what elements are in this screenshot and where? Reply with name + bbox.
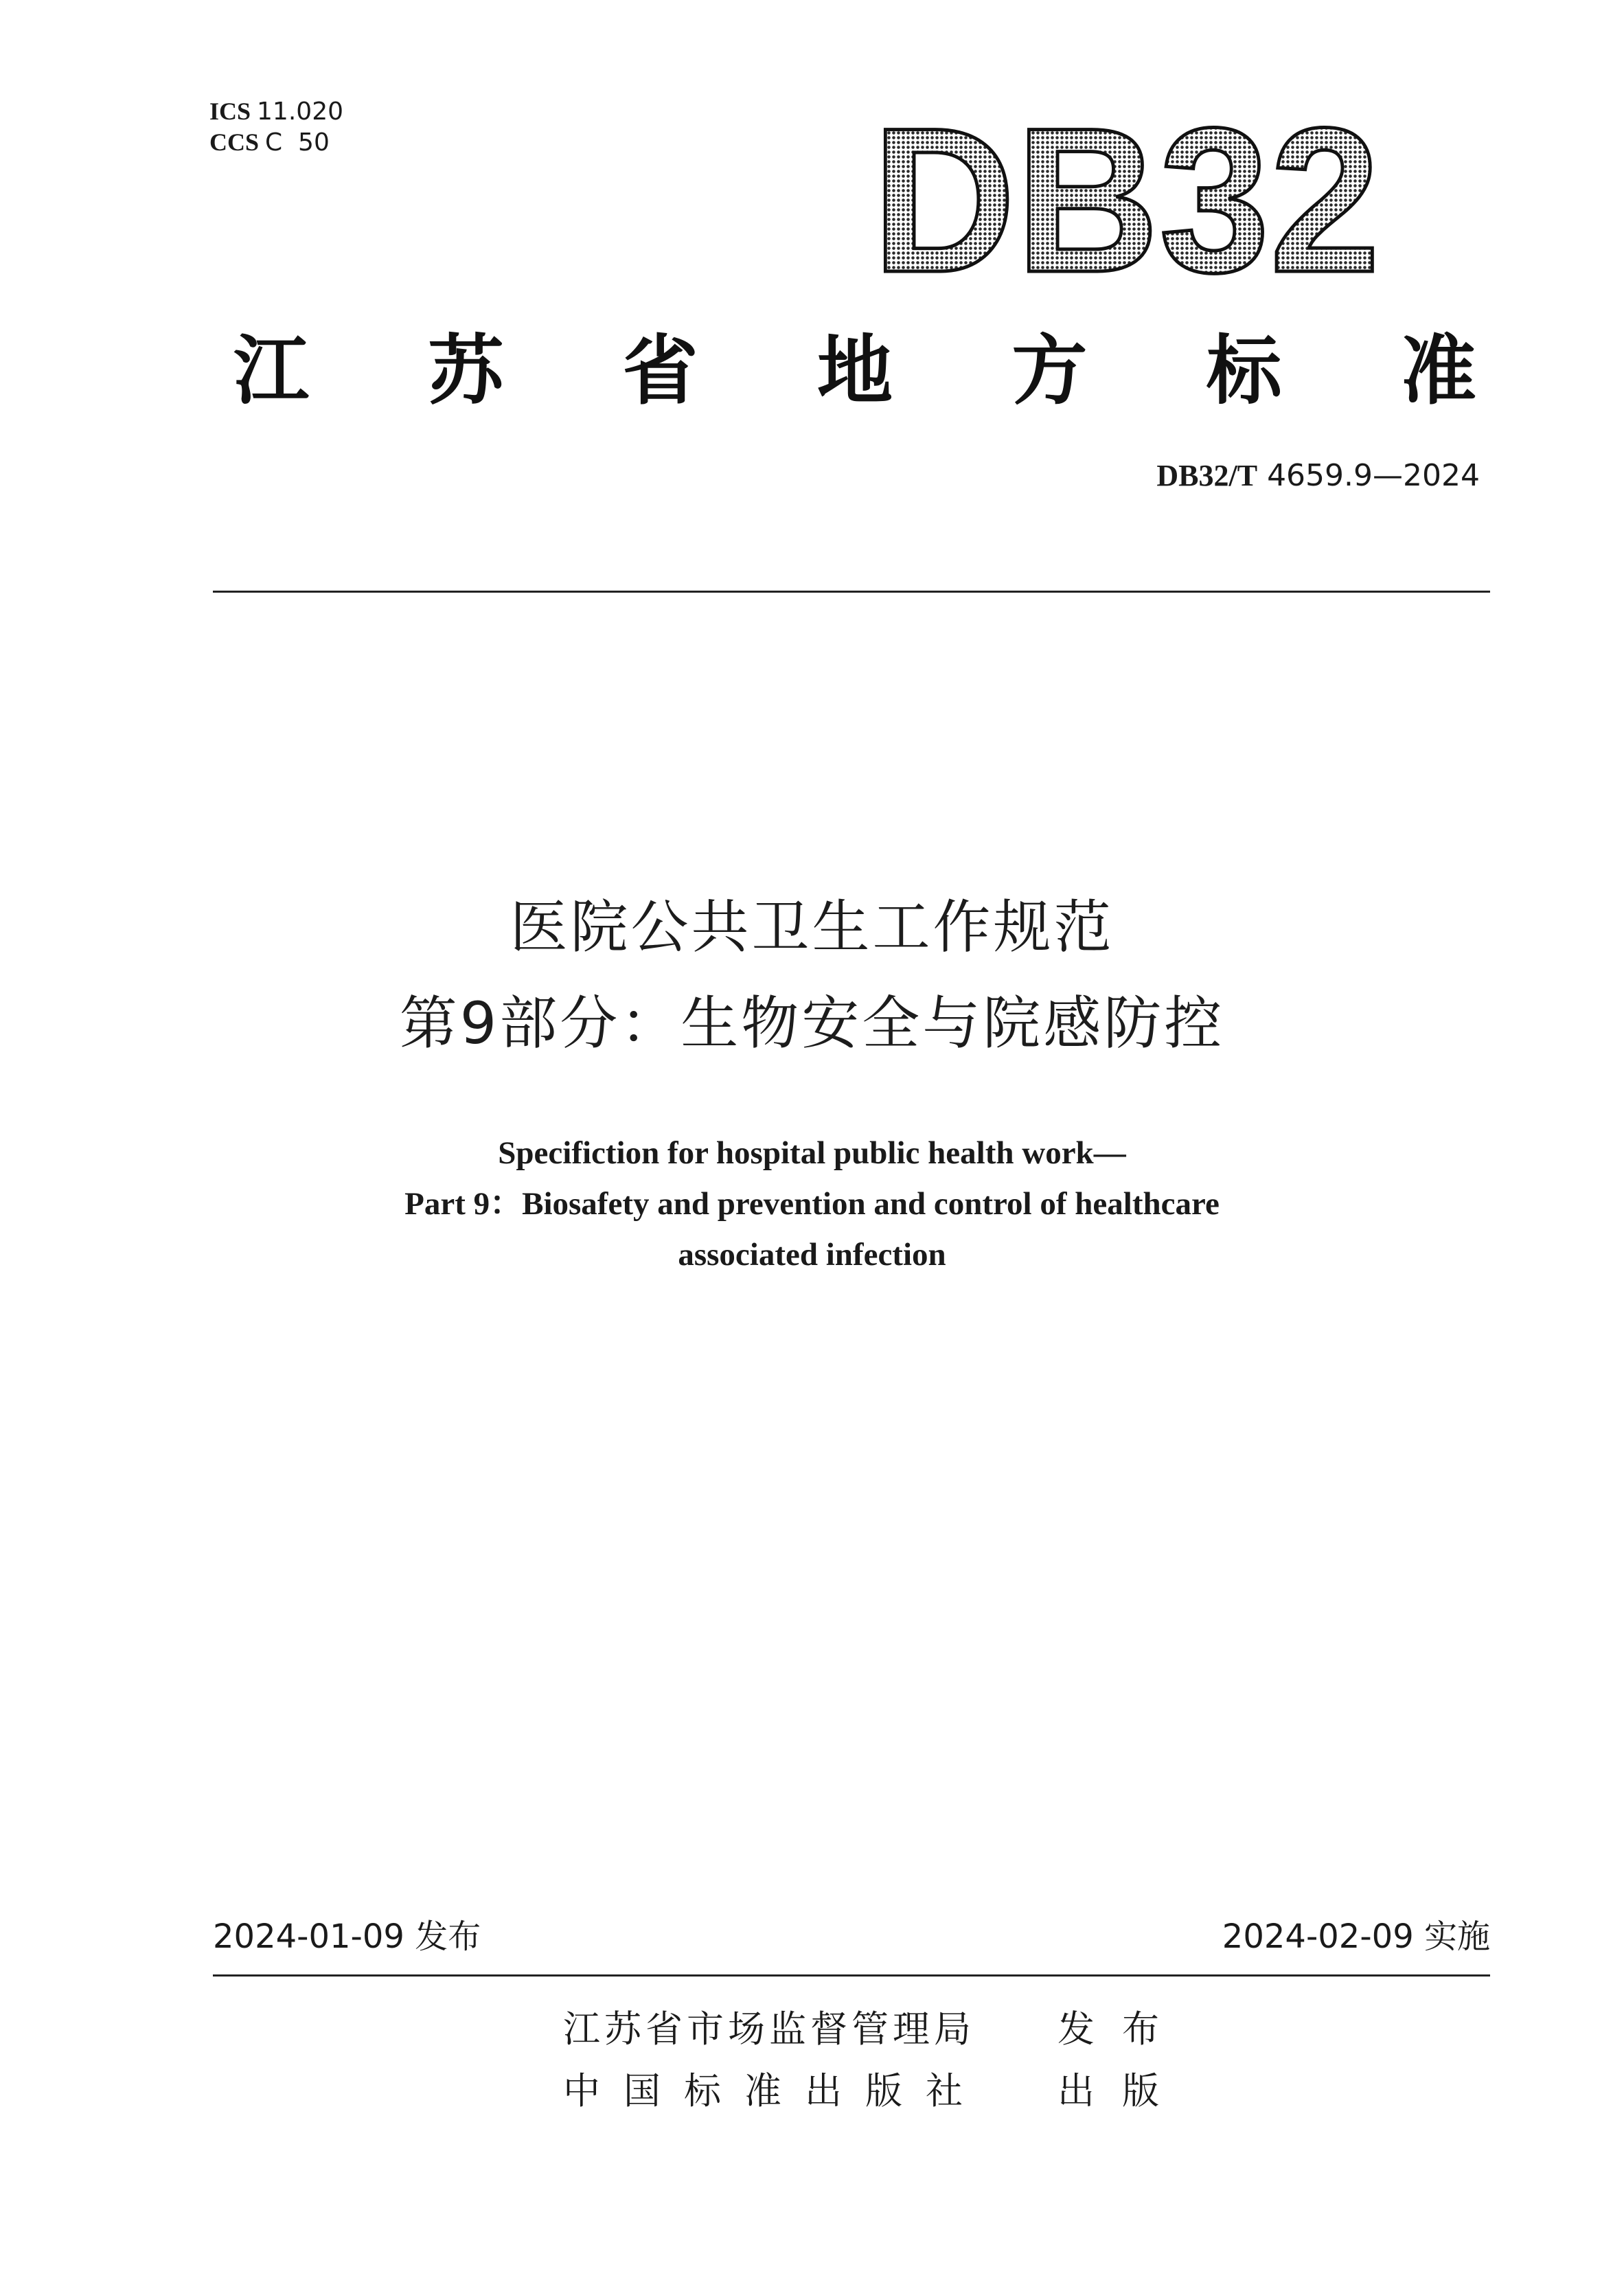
classification-codes — [209, 96, 343, 158]
title-char: 地 — [816, 327, 893, 415]
implement-date: 2024-02-09 实施 — [1222, 1917, 1490, 1956]
standard-number-prefix: DB32/T — [1156, 459, 1258, 492]
title-char: 省 — [622, 327, 698, 415]
ics-code — [209, 96, 343, 127]
publisher-org: 中国标准出版社 — [563, 2069, 986, 2112]
issuer-org: 江苏省市场监督管理局 — [563, 2007, 975, 2051]
bottom-divider — [213, 1974, 1490, 1977]
issuer-action: 发布 — [1057, 2007, 1187, 2051]
title-char: 方 — [1011, 327, 1088, 415]
ics-value: 11.020 — [257, 98, 343, 126]
title-cn-line1: 医院公共卫生工作规范 — [510, 893, 1114, 961]
ccs-code — [209, 127, 343, 158]
standard-number — [1156, 457, 1480, 495]
publish-date: 2024-01-09 发布 — [213, 1917, 481, 1956]
title-en-line1: Specifiction for hospital public health work— — [498, 1135, 1126, 1171]
title-char: 准 — [1400, 327, 1476, 415]
provincial-standard-title — [233, 323, 1476, 419]
ccs-label: CCS — [209, 128, 260, 156]
title-char: 江 — [233, 327, 309, 415]
title-char: 标 — [1206, 327, 1282, 415]
standard-number-rest: 4659.9—2024 — [1257, 458, 1480, 493]
title-en-line2: Part 9：Biosafety and prevention and control of healthcare — [404, 1186, 1220, 1222]
top-divider — [213, 591, 1490, 593]
title-en-line3: associated infection — [678, 1237, 946, 1273]
publisher-action: 出版 — [1057, 2069, 1187, 2112]
db32-logo-text: DB32 — [872, 106, 1380, 292]
title-char: 苏 — [428, 327, 504, 415]
db32-logo — [872, 106, 1394, 292]
ics-label: ICS — [209, 98, 251, 125]
title-cn-line2: 第9部分：生物安全与院感防控 — [399, 990, 1225, 1057]
ccs-value: C 50 — [265, 128, 330, 157]
